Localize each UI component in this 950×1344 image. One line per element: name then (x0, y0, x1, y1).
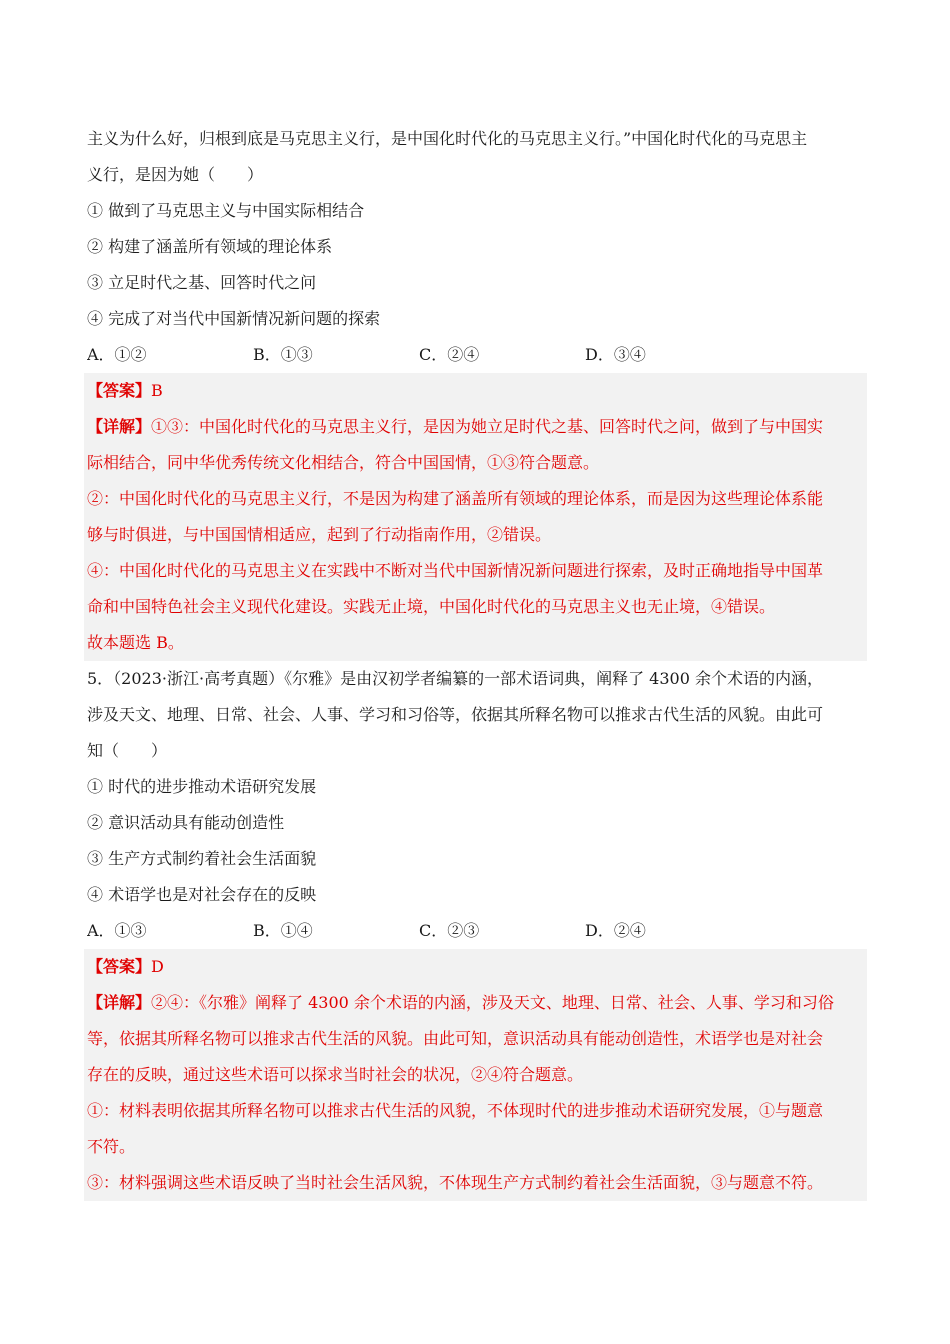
statement-item: ① 时代的进步推动术语研究发展 (87, 777, 317, 796)
question-stem-line: 知（ ） (87, 741, 168, 760)
answer-value: B (151, 381, 163, 400)
answer-line (87, 949, 867, 985)
statement-item: ① 做到了马克思主义与中国实际相结合 (87, 201, 365, 220)
question-stem-line: 5．（2023·浙江·高考真题）《尔雅》是由汉初学者编纂的一部术语词典，阐释了 4300 余个术语的内涵， (87, 669, 823, 688)
detail-tag: 【详解】 (87, 993, 152, 1012)
option-a: A．①③ (87, 921, 147, 940)
question-stem-line: 义行，是因为她（ ） (87, 165, 264, 184)
statement-item: ③ 生产方式制约着社会生活面貌 (87, 849, 317, 868)
statement-item: ④ 术语学也是对社会存在的反映 (87, 885, 317, 904)
detail-line: 故本题选 B。 (87, 633, 184, 652)
detail-line: 等，依据其所释名物可以推求古代生活的风貌。由此可知，意识活动具有能动创造性，术语学也是对社会 (87, 1029, 824, 1048)
statement-item: ② 意识活动具有能动创造性 (87, 813, 285, 832)
option-b: B．①④ (253, 921, 313, 940)
question-stem-line: 涉及天文、地理、日常、社会、人事、学习和习俗等，依据其所释名物可以推求古代生活的风貌。由此可 (87, 705, 824, 724)
answer-tag: 【答案】 (87, 957, 152, 976)
detail-tag: 【详解】 (87, 417, 152, 436)
answer-options (87, 337, 864, 373)
option-c: C．②④ (419, 345, 480, 364)
answer-tag: 【答案】 (87, 381, 152, 400)
detail-line: 【详解】②④：《尔雅》阐释了 4300 余个术语的内涵，涉及天文、地理、日常、社会、人事、学习和习俗 (87, 993, 834, 1012)
statement-item: ④ 完成了对当代中国新情况新问题的探索 (87, 309, 381, 328)
answer-options (87, 913, 864, 949)
detail-line: 【详解】①③：中国化时代化的马克思主义行，是因为她立足时代之基、回答时代之问，做到了与中国实 (87, 417, 824, 436)
answer-explanation-block (84, 949, 867, 1201)
question-stem-line: 主义为什么好，归根到底是马克思主义行，是中国化时代化的马克思主义行。”中国化时代化的马克思主 (87, 129, 808, 148)
detail-line: ③：材料强调这些术语反映了当时社会生活风貌，不体现生产方式制约着社会生活面貌，③与题意不符。 (87, 1173, 824, 1192)
answer-explanation-block (84, 373, 867, 661)
detail-line: ④：中国化时代化的马克思主义在实践中不断对当代中国新情况新问题进行探索，及时正确地指导中国革 (87, 561, 824, 580)
question-4 (87, 121, 864, 661)
detail-line: ②：中国化时代化的马克思主义行，不是因为构建了涵盖所有领域的理论体系，而是因为这些理论体系能 (87, 489, 824, 508)
detail-line: 命和中国特色社会主义现代化建设。实践无止境，中国化时代化的马克思主义也无止境，④错误。 (87, 597, 776, 616)
option-b: B．①③ (253, 345, 313, 364)
statement-item: ③ 立足时代之基、回答时代之问 (87, 273, 317, 292)
detail-line: 存在的反映，通过这些术语可以探求当时社会的状况，②④符合题意。 (87, 1065, 584, 1084)
answer-line (87, 373, 867, 409)
question-5 (87, 661, 864, 1201)
statement-item: ② 构建了涵盖所有领域的理论体系 (87, 237, 333, 256)
document-content (87, 121, 864, 1201)
detail-line: ①：材料表明依据其所释名物可以推求古代生活的风貌，不体现时代的进步推动术语研究发展，①与题意 (87, 1101, 824, 1120)
option-a: A．①② (87, 345, 147, 364)
detail-line: 际相结合，同中华优秀传统文化相结合，符合中国国情，①③符合题意。 (87, 453, 600, 472)
detail-line: 够与时俱进，与中国国情相适应，起到了行动指南作用，②错误。 (87, 525, 552, 544)
option-d: D．②④ (585, 921, 646, 940)
option-c: C．②③ (419, 921, 480, 940)
detail-line: 不符。 (87, 1137, 136, 1156)
answer-value: D (151, 957, 164, 976)
option-d: D．③④ (585, 345, 646, 364)
